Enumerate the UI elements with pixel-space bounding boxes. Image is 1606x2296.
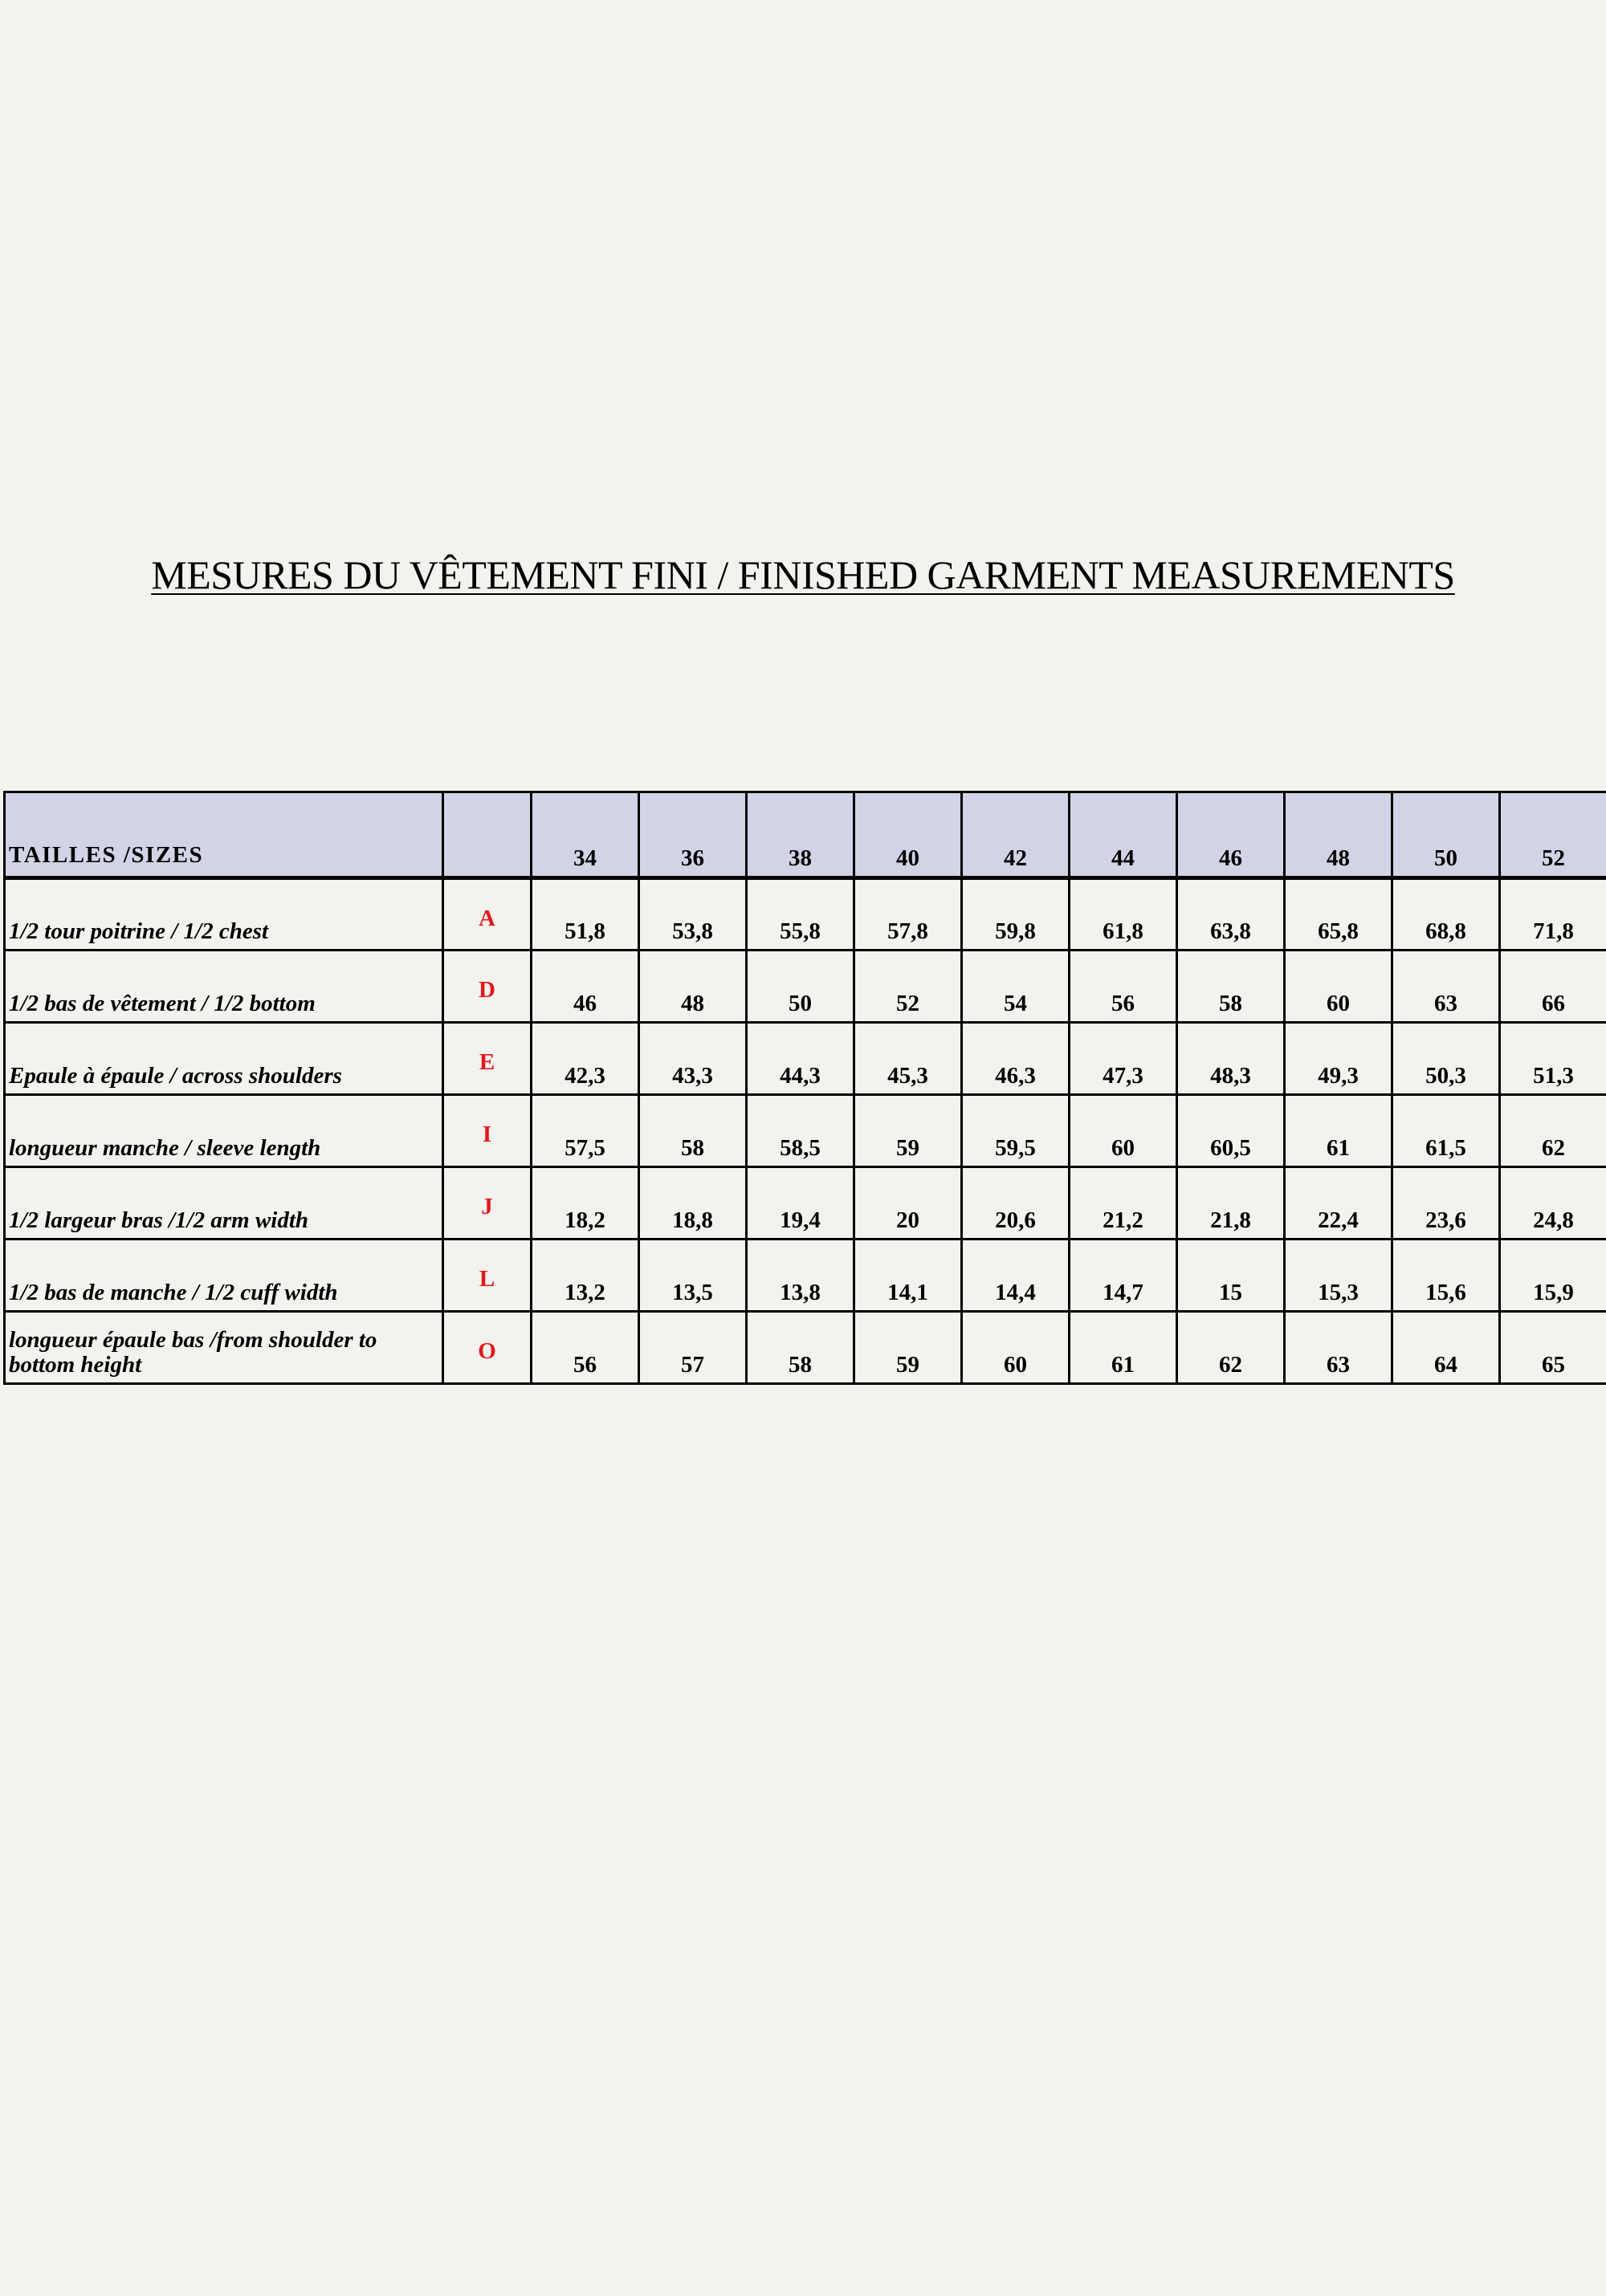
measurement-value: 63 [1285,1312,1392,1384]
measurement-value: 42,3 [532,1023,639,1095]
page-title: MESURES DU VÊTEMENT FINI / FINISHED GARMENT MEASUREMENTS [151,552,1455,597]
measurement-value: 53,8 [639,878,747,951]
measurement-value: 13,5 [639,1240,747,1312]
measurement-value: 46 [532,951,639,1023]
measurement-value: 45,3 [854,1023,962,1095]
measurement-value: 46,3 [962,1023,1070,1095]
size-header-cell: 34 [532,792,639,878]
measurement-value: 23,6 [1392,1167,1500,1240]
measurement-value: 47,3 [1070,1023,1177,1095]
measurement-value: 57 [639,1312,747,1384]
measurement-value: 61 [1070,1312,1177,1384]
measurement-letter: A [443,878,532,951]
measurement-value: 66 [1500,951,1606,1023]
measurement-value: 56 [532,1312,639,1384]
measurement-value: 61,8 [1070,878,1177,951]
measurement-label: 1/2 tour poitrine / 1/2 chest [5,878,443,951]
measurement-value: 62 [1177,1312,1285,1384]
measurement-value: 24,8 [1500,1167,1606,1240]
measurement-value: 59 [854,1312,962,1384]
measurement-value: 71,8 [1500,878,1606,951]
measurement-value: 13,8 [747,1240,854,1312]
size-header-cell: 40 [854,792,962,878]
size-header-cell: 48 [1285,792,1392,878]
measurement-value: 15 [1177,1240,1285,1312]
table-row [5,1312,1606,1384]
measurement-value: 14,1 [854,1240,962,1312]
table-header-row [5,792,1606,878]
measurement-label: longueur manche / sleeve length [5,1095,443,1167]
measurement-value: 58 [747,1312,854,1384]
size-header-cell: 44 [1070,792,1177,878]
size-header-cell: 36 [639,792,747,878]
measurement-letter: L [443,1240,532,1312]
size-header-cell: 50 [1392,792,1500,878]
measurement-value: 48 [639,951,747,1023]
measurement-value: 51,3 [1500,1023,1606,1095]
measurement-value: 44,3 [747,1023,854,1095]
measurement-value: 58,5 [747,1095,854,1167]
table-row [5,1023,1606,1095]
table-body [5,792,1606,1384]
table-row [5,951,1606,1023]
measurement-letter: D [443,951,532,1023]
measurement-value: 59,8 [962,878,1070,951]
measurement-value: 20,6 [962,1167,1070,1240]
measurement-value: 15,6 [1392,1240,1500,1312]
measurement-value: 57,5 [532,1095,639,1167]
table-row [5,878,1606,951]
table-row [5,1240,1606,1312]
table-row [5,1095,1606,1167]
measurement-value: 58 [639,1095,747,1167]
measurement-value: 15,3 [1285,1240,1392,1312]
measurement-value: 61,5 [1392,1095,1500,1167]
measurement-value: 54 [962,951,1070,1023]
measurement-value: 49,3 [1285,1023,1392,1095]
measurement-value: 60 [1070,1095,1177,1167]
sizes-header-label: TAILLES /SIZES [5,792,443,878]
measurement-value: 55,8 [747,878,854,951]
measurement-value: 14,7 [1070,1240,1177,1312]
measurement-value: 21,2 [1070,1167,1177,1240]
measurement-letter: O [443,1312,532,1384]
size-header-cell: 46 [1177,792,1285,878]
measurement-value: 59 [854,1095,962,1167]
measurement-value: 63,8 [1177,878,1285,951]
measurement-letter: J [443,1167,532,1240]
measurements-table [3,791,1606,1385]
measurement-value: 60 [962,1312,1070,1384]
measurement-value: 60,5 [1177,1095,1285,1167]
measurement-value: 65,8 [1285,878,1392,951]
table-row [5,1167,1606,1240]
measurement-value: 50 [747,951,854,1023]
size-header-cell: 52 [1500,792,1606,878]
size-header-cell: 42 [962,792,1070,878]
measurement-value: 64 [1392,1312,1500,1384]
measurement-value: 43,3 [639,1023,747,1095]
measurement-value: 22,4 [1285,1167,1392,1240]
measurement-value: 60 [1285,951,1392,1023]
measurement-value: 52 [854,951,962,1023]
measurement-value: 51,8 [532,878,639,951]
measurement-value: 61 [1285,1095,1392,1167]
measurement-value: 19,4 [747,1167,854,1240]
measurement-label: 1/2 bas de manche / 1/2 cuff width [5,1240,443,1312]
letter-header-cell [443,792,532,878]
size-header-cell: 38 [747,792,854,878]
measurement-label: 1/2 bas de vêtement / 1/2 bottom [5,951,443,1023]
measurement-value: 57,8 [854,878,962,951]
measurement-value: 13,2 [532,1240,639,1312]
measurement-value: 68,8 [1392,878,1500,951]
measurement-value: 48,3 [1177,1023,1285,1095]
measurement-value: 18,2 [532,1167,639,1240]
measurement-value: 62 [1500,1095,1606,1167]
measurement-value: 63 [1392,951,1500,1023]
measurement-value: 56 [1070,951,1177,1023]
measurement-value: 18,8 [639,1167,747,1240]
measurement-letter: I [443,1095,532,1167]
measurement-value: 20 [854,1167,962,1240]
measurement-value: 59,5 [962,1095,1070,1167]
measurement-value: 21,8 [1177,1167,1285,1240]
measurement-label: 1/2 largeur bras /1/2 arm width [5,1167,443,1240]
measurement-value: 65 [1500,1312,1606,1384]
measurement-label: longueur épaule bas /from shoulder to bottom height [5,1312,443,1384]
measurement-value: 14,4 [962,1240,1070,1312]
measurement-label: Epaule à épaule / across shoulders [5,1023,443,1095]
measurement-value: 50,3 [1392,1023,1500,1095]
measurement-letter: E [443,1023,532,1095]
measurement-value: 58 [1177,951,1285,1023]
measurement-value: 15,9 [1500,1240,1606,1312]
